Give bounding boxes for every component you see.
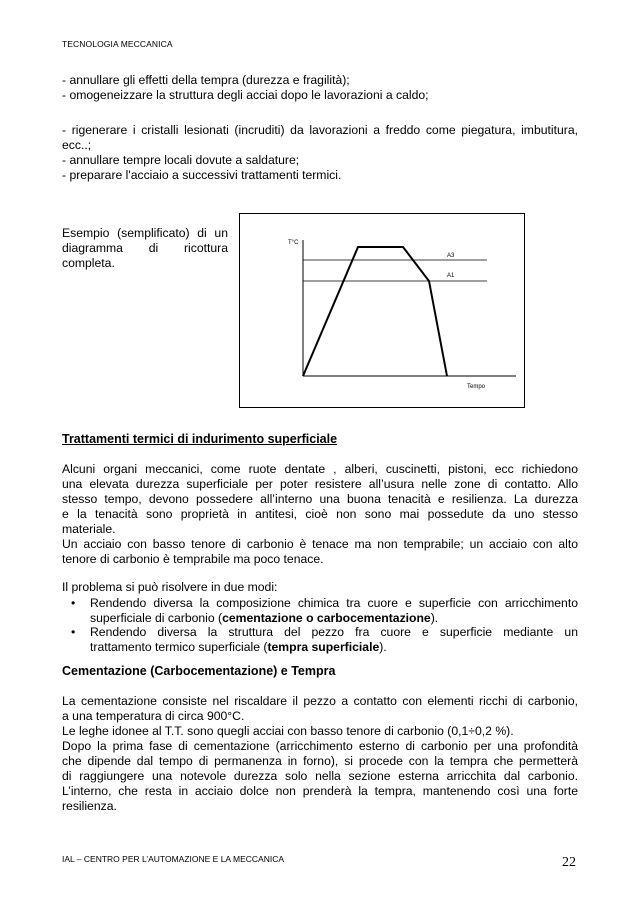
bullet-line: Rendendo diversa la struttura del pezzo fra cuore e superficie mediante un [90,625,578,639]
example-line: completa. [62,256,115,270]
annealing-diagram [239,213,525,408]
bullet-bold-text: cementazione o carbocementazione [222,611,431,625]
section-heading: Trattamenti termici di indurimento superficiale [62,432,338,446]
intro-line: - annullare gli effetti della tempra (durezza e fragilità); [62,73,350,87]
section2-paragraph [62,694,578,814]
intro-line: - omogeneizzare la struttura degli acciai dopo le lavorazioni a caldo; [62,88,429,102]
bullet-text: trattamento termico superficiale ( [90,640,268,654]
a1-label: A1 [447,273,455,279]
paragraph-line: Alcuni organi meccanici, come ruote dentate , alberi, cuscinetti, pistoni, ecc richiedono [62,462,578,476]
x-axis-label: Tempo [467,384,486,390]
paragraph-line: una elevata durezza superficiale per poter resistere all’usura nelle zone di contatto. Allo [62,477,578,491]
annealing-chart-svg [240,214,524,407]
intro-paragraph-1 [62,73,578,103]
bullet-item-2 [62,625,578,655]
bullet-text: superficiale di carbonio ( [90,611,223,625]
intro-line: - annullare tempre locali dovute a saldature; [62,153,300,167]
page-number: 22 [562,855,576,870]
running-header: TECNOLOGIA MECCANICA [62,39,173,49]
paragraph-line: L’interno, che resta in acciaio dolce non prenderà la tempra, mantenendo così una forte [62,784,578,798]
paragraph-line: e la tenacità sono proprietà in antitesi, cioè non sono mai possedute da uno stesso [62,507,578,521]
problem-line [62,580,578,595]
paragraph-line: stesso tempo, devono possedere all’interno una buona tenacità e resilienza. La durezza [62,492,578,506]
bullet-line: Rendendo diversa la composizione chimica tra cuore e superficie con arricchimento [90,596,578,610]
intro-line: ecc..; [62,138,92,152]
paragraph-line: tenore di carbonio è temprabile ma poco tenace. [62,552,324,566]
bullet-icon: • [71,596,76,610]
paragraph-line: a una temperatura di circa 900°C. [62,709,245,723]
paragraph-line: Dopo la prima fase di cementazione (arricchimento esterno di carbonio per una profondità [62,739,578,753]
intro-line: - rigenerare i cristalli lesionati (incruditi) da lavorazioni a freddo come piegatura, imbutitura, [62,123,578,137]
bullet-line [90,640,578,655]
paragraph-line: materiale. [62,522,116,536]
y-axis-label: T°C [288,240,299,246]
example-line: diagramma di ricottura [62,241,228,255]
paragraph-line: di raggiungere una notevole durezza solo nella sezione esterna arricchita dal carbonio. [62,769,578,783]
paragraph-line: Le leghe idonee al T.T. sono quegli acciai con basso tenore di carbonio (0,1÷0,2 %). [62,724,514,738]
bullet-line [90,611,578,626]
bullet-text: ). [379,640,387,654]
example-line: Esempio (semplificato) di un [62,226,228,240]
intro-line: - preparare l'acciaio a successivi trattamenti termici. [62,168,342,182]
page-footer: IAL – CENTRO PER L’AUTOMAZIONE E LA MECCANICA [62,854,284,864]
paragraph-line: Il problema si può risolvere in due modi: [62,580,278,594]
bullet-text: ). [430,611,439,625]
intro-paragraph-2 [62,123,578,183]
paragraph-line: resilienza. [62,799,117,813]
paragraph-line: Un acciaio con basso tenore di carbonio è tenace ma non temprabile; un acciaio con alto [62,537,578,551]
section-heading-2: Cementazione (Carbocementazione) e Tempra [62,664,336,678]
bullet-bold-text: tempra superficiale [267,640,380,654]
paragraph-line: La cementazione consiste nel riscaldare il pezzo a contatto con elementi ricchi di carbonio, [62,694,578,708]
bullet-icon: • [71,625,76,639]
example-caption [62,226,228,271]
bullet-item-1 [62,596,578,626]
section1-paragraph-1 [62,462,578,567]
paragraph-line: che dipende dal tempo di permanenza in forno), si procede con la tempra che permetterà [62,754,578,768]
temperature-curve [303,247,447,376]
a3-label: A3 [447,253,455,259]
